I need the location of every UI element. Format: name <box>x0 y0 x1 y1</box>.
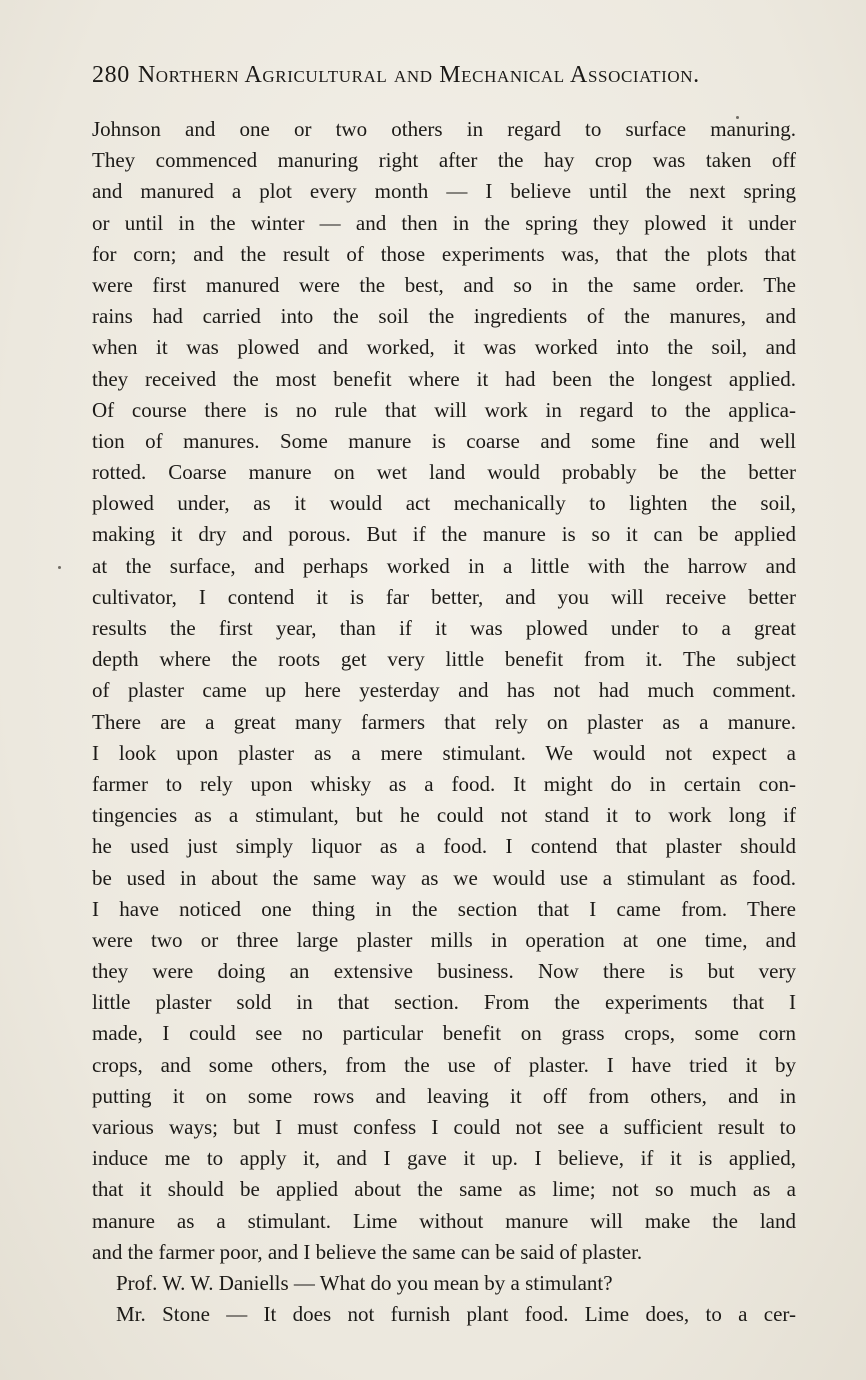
text-line: for corn; and the result of those experiments was, that the plots that <box>92 241 796 266</box>
running-title: Northern Agricultural and Mechanical Association. <box>137 62 700 88</box>
text-line: and the farmer poor, and I believe the same can be said of plaster. <box>92 1239 643 1264</box>
text-line: and manured a plot every month — I believe until the next spring <box>92 179 796 204</box>
text-line: tion of manures. Some manure is coarse and some fine and well <box>92 428 796 453</box>
text-line: induce me to apply it, and I gave it up. I believe, if it is applied, <box>92 1146 796 1171</box>
text-line: rotted. Coarse manure on wet land would probably be the better <box>92 460 796 485</box>
text-line: putting it on some rows and leaving it off from others, and in <box>92 1083 796 1108</box>
dialogue-line: Prof. W. W. Daniells — What do you mean by a stimulant? <box>116 1270 613 1295</box>
text-line: crops, and some others, from the use of plaster. I have tried it by <box>92 1052 796 1077</box>
text-line: I look upon plaster as a mere stimulant. We would not expect a <box>92 740 796 765</box>
text-line: depth where the roots get very little benefit from it. The subject <box>92 647 796 672</box>
text-line: Johnson and one or two others in regard to surface manuring. <box>92 117 796 141</box>
text-line: making it dry and porous. But if the manure is so it can be applied <box>92 522 796 547</box>
text-line: made, I could see no particular benefit on grass crops, some corn <box>92 1021 796 1046</box>
text-line: farmer to rely upon whisky as a food. It might do in certain con- <box>92 771 796 796</box>
text-line: There are a great many farmers that rely on plaster as a manure. <box>92 709 796 734</box>
text-line: I have noticed one thing in the section that I came from. There <box>92 896 796 921</box>
text-line: at the surface, and perhaps worked in a little with the harrow and <box>92 553 796 578</box>
text-line: plowed under, as it would act mechanically to lighten the soil, <box>92 491 796 516</box>
text-line: manure as a stimulant. Lime without manure will make the land <box>92 1208 796 1233</box>
text-line: be used in about the same way as we would use a stimulant as food. <box>92 865 796 890</box>
text-line: or until in the winter — and then in the spring they plowed it under <box>92 210 796 235</box>
page-number: 280 <box>92 62 130 88</box>
text-line: cultivator, I contend it is far better, and you will receive better <box>92 584 796 609</box>
text-line: Of course there is no rule that will work in regard to the applica- <box>92 397 796 422</box>
text-line: little plaster sold in that section. From the experiments that I <box>92 990 796 1015</box>
body-text <box>92 114 796 1330</box>
text-line: when it was plowed and worked, it was worked into the soil, and <box>92 335 796 360</box>
text-line: various ways; but I must confess I could not see a sufficient result to <box>92 1115 796 1139</box>
text-line: they received the most benefit where it had been the longest applied. <box>92 366 796 391</box>
text-line: were two or three large plaster mills in operation at one time, and <box>92 927 796 952</box>
print-speck <box>58 566 61 569</box>
text-line: they were doing an extensive business. Now there is but very <box>92 959 796 984</box>
text-line: They commenced manuring right after the hay crop was taken off <box>92 148 796 173</box>
text-line: were first manured were the best, and so in the same order. The <box>92 272 796 297</box>
text-line: rains had carried into the soil the ingredients of the manures, and <box>92 304 796 329</box>
dialogue-line: Mr. Stone — It does not furnish plant food. Lime does, to a cer- <box>116 1302 796 1327</box>
text-line: that it should be applied about the same as lime; not so much as a <box>92 1177 796 1202</box>
text-line: results the first year, than if it was plowed under to a great <box>92 616 796 640</box>
text-line: tingencies as a stimulant, but he could not stand it to work long if <box>92 803 796 828</box>
text-line: of plaster came up here yesterday and has not had much comment. <box>92 678 796 703</box>
running-header <box>92 58 792 92</box>
text-line: he used just simply liquor as a food. I contend that plaster should <box>92 834 796 859</box>
